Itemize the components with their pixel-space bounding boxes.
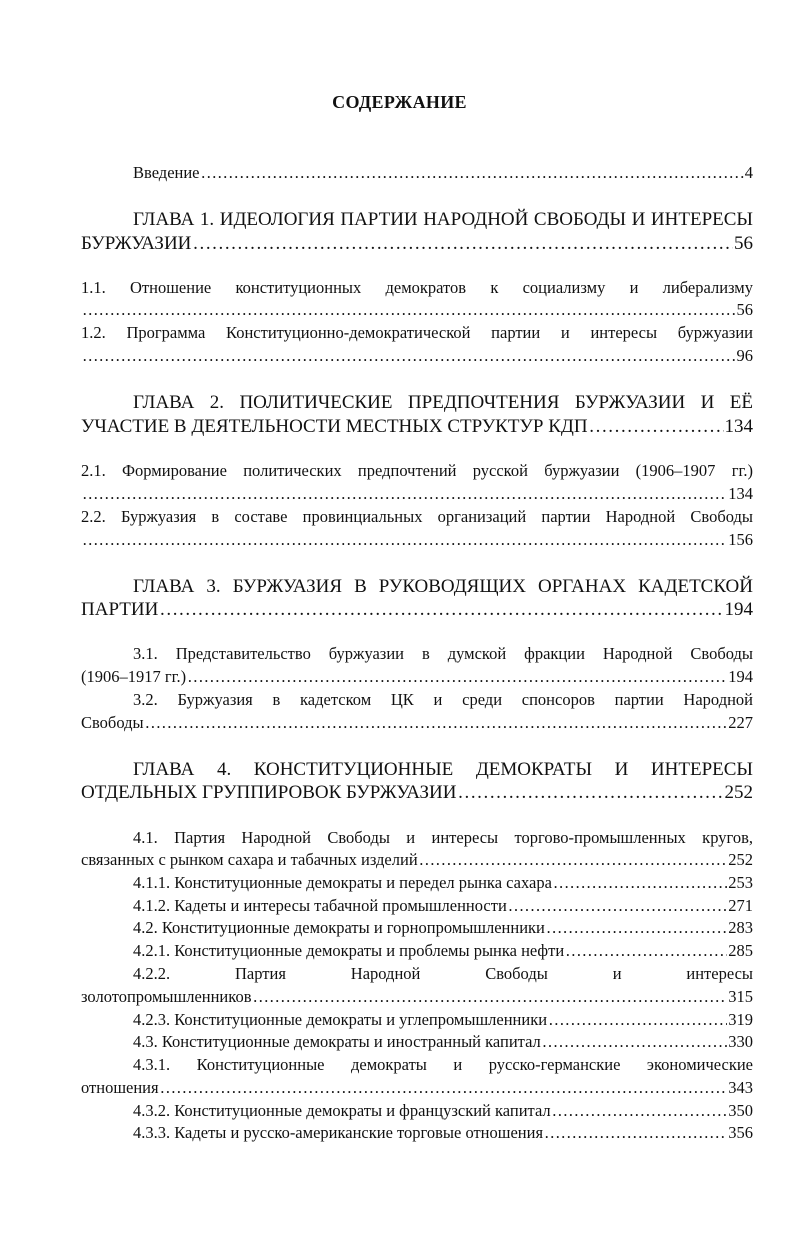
chapter-2-title-cont: УЧАСТИЕ В ДЕЯТЕЛЬНОСТИ МЕСТНЫХ СТРУКТУР КДП ………………………………………………………………………………………………………………………………………………………………………………………………………………… 134 [81, 415, 753, 439]
section-4-2-2-title: 4.2.2. Партия Народной Свободы и интересы [133, 964, 753, 983]
section-3-2-title: 3.2. Буржуазия в кадетском ЦК и среди спонсоров партии Народной [133, 690, 753, 709]
section-1-1-dots: ………………………………………………………………………………………………………………………………………………………………………………………………………………… 56 [81, 299, 753, 321]
section-4-3-1-title: 4.3.1. Конституционные демократы и русско-германские экономические [133, 1055, 753, 1074]
section-4-2: 4.2. Конституционные демократы и горнопромышленники ………………………………………………………………………………………………………………………………………………………………………………………………………………… 283 [133, 917, 753, 939]
chapter-4-title-cont: ОТДЕЛЬНЫХ ГРУППИРОВОК БУРЖУАЗИИ ………………………………………………………………………………………………………………………………………………………………………………………………………………… 252 [81, 781, 753, 805]
section-3-2-title-cont: Свободы ………………………………………………………………………………………………………………………………………………………………………………………………………………… 227 [81, 712, 753, 734]
section-4-3-2: 4.3.2. Конституционные демократы и французский капитал ………………………………………………………………………………………………………………………………………………………………………………………………………………… 350 [133, 1100, 753, 1122]
section-4-2-3: 4.2.3. Конституционные демократы и углепромышленники ………………………………………………………………………………………………………………………………………………………………………………………………………………… 319 [133, 1009, 753, 1031]
section-3-1-title: 3.1. Представительство буржуазии в думской фракции Народной Свободы [133, 644, 753, 663]
section-1-2-title: 1.2. Программа Конституционно-демократической партии и интересы буржуазии [81, 323, 753, 342]
section-1-1-title: 1.1. Отношение конституционных демократов к социализму и либерализму [81, 278, 753, 297]
section-4-1-title: 4.1. Партия Народной Свободы и интересы торгово-промышленных кругов, [133, 828, 753, 847]
page-title: СОДЕРЖАНИЕ [332, 92, 467, 112]
section-2-2-dots: ………………………………………………………………………………………………………………………………………………………………………………………………………………… 156 [81, 529, 753, 551]
chapter-3-title-cont: ПАРТИИ ………………………………………………………………………………………………………………………………………………………………………………………………………………… 194 [81, 598, 753, 622]
section-2-1-dots: ………………………………………………………………………………………………………………………………………………………………………………………………………………… 134 [81, 483, 753, 505]
section-4-1-title-cont: связанных с рынком сахара и табачных изделий ………………………………………………………………………………………………………………………………………………………………………………………………………………… 252 [81, 849, 753, 871]
section-4-1-1: 4.1.1. Конституционные демократы и передел рынка сахара ………………………………………………………………………………………………………………………………………………………………………………………………………………… 253 [133, 872, 753, 894]
section-4-2-2-title-cont: золотопромышленников ………………………………………………………………………………………………………………………………………………………………………………………………………………… 315 [81, 986, 753, 1008]
section-2-2-title: 2.2. Буржуазия в составе провинциальных организаций партии Народной Свободы [81, 507, 753, 526]
chapter-3-title: ГЛАВА 3. БУРЖУАЗИЯ В РУКОВОДЯЩИХ ОРГАНАХ КАДЕТСКОЙ [133, 576, 753, 597]
chapter-1-title: ГЛАВА 1. ИДЕОЛОГИЯ ПАРТИИ НАРОДНОЙ СВОБОДЫ И ИНТЕРЕСЫ [133, 209, 753, 230]
section-4-3-3: 4.3.3. Кадеты и русско-американские торговые отношения ………………………………………………………………………………………………………………………………………………………………………………………………………………… 356 [133, 1122, 753, 1144]
section-4-2-1: 4.2.1. Конституционные демократы и проблемы рынка нефти ………………………………………………………………………………………………………………………………………………………………………………………………………………… 285 [133, 940, 753, 962]
toc-entry-intro: Введение ………………………………………………………………………………………………………………………………………………………………………………………………………………… 4 [133, 162, 753, 184]
section-4-3: 4.3. Конституционные демократы и иностранный капитал ………………………………………………………………………………………………………………………………………………………………………………………………………………… 330 [133, 1031, 753, 1053]
section-4-1-2: 4.1.2. Кадеты и интересы табачной промышленности ………………………………………………………………………………………………………………………………………………………………………………………………………………… 271 [133, 895, 753, 917]
chapter-1-title-cont: БУРЖУАЗИИ ………………………………………………………………………………………………………………………………………………………………………………………………………………… 56 [81, 232, 753, 256]
section-4-3-1-title-cont: отношения ………………………………………………………………………………………………………………………………………………………………………………………………………………… 343 [81, 1077, 753, 1099]
chapter-4-title: ГЛАВА 4. КОНСТИТУЦИОННЫЕ ДЕМОКРАТЫ И ИНТЕРЕСЫ [133, 759, 753, 780]
section-2-1-title: 2.1. Формирование политических предпочтений русской буржуазии (1906–1907 гг.) [81, 461, 753, 480]
chapter-2-title: ГЛАВА 2. ПОЛИТИЧЕСКИЕ ПРЕДПОЧТЕНИЯ БУРЖУАЗИИ И ЕЁ [133, 392, 753, 413]
section-1-2-dots: ………………………………………………………………………………………………………………………………………………………………………………………………………………… 96 [81, 345, 753, 367]
section-3-1-title-cont: (1906–1917 гг.) ………………………………………………………………………………………………………………………………………………………………………………………………………………… 194 [81, 666, 753, 688]
